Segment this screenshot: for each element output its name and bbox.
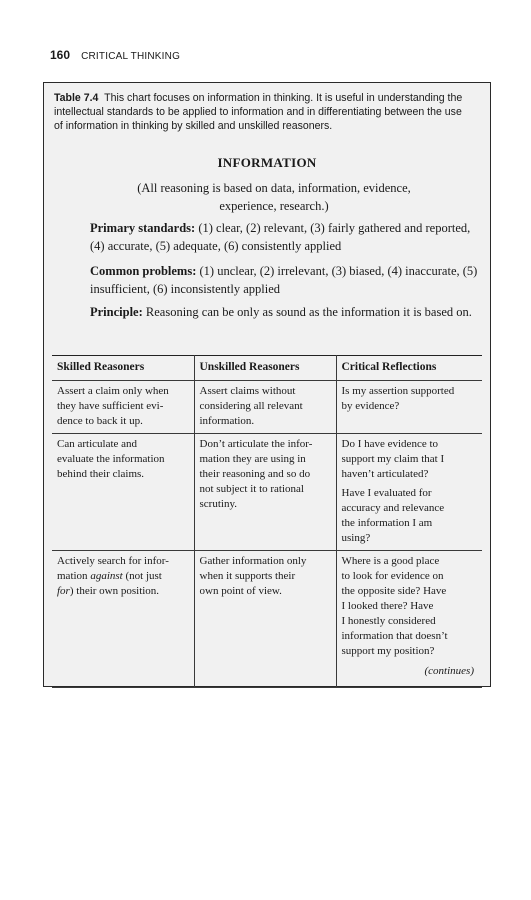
chapter-title: CRITICAL THINKING: [81, 51, 181, 62]
info-intro: (All reasoning is based on data, information, evidence, experience, research.): [137, 181, 411, 213]
table-box: [43, 82, 491, 687]
primary-standards-label: Primary standards:: [90, 221, 196, 235]
table-row: [52, 381, 482, 434]
table-caption: [54, 91, 465, 133]
table-label: Table 7.4: [54, 92, 99, 104]
caption-text: This chart focuses on information in thinking. It is useful in understanding the intellectual standards to be applied to information and in differentiating between the use of information in thinking by skilled and unskilled reasoners.: [54, 92, 463, 132]
principle: [90, 303, 484, 321]
cell-reflections: Where is a good place to look for evidence on the opposite side? Have I looked there? Have I honestly considered information that doesn’t support my position?: [336, 551, 482, 688]
page-number: 160: [50, 48, 71, 62]
cell-reflections: Is my assertion supported by evidence?: [336, 381, 482, 434]
cell-unskilled: Gather information only when it supports their own point of view.: [194, 551, 336, 688]
cell-unskilled: Don’t articulate the infor- mation they are using in their reasoning and so do not subject it to rational scrutiny.: [194, 434, 336, 551]
table-row: [52, 434, 482, 551]
common-problems-label: Common problems:: [90, 264, 197, 278]
table-row: [52, 551, 482, 688]
header-skilled: Skilled Reasoners: [52, 356, 194, 381]
common-problems-text: (1) unclear, (2) irrelevant, (3) biased, (4) inaccurate, (5) insufficient, (6) inconsistently applied: [90, 264, 478, 296]
primary-standards: [90, 219, 484, 255]
cell-skilled: Can articulate and evaluate the information behind their claims.: [52, 434, 194, 551]
cell-unskilled: Assert claims without considering all relevant information.: [194, 381, 336, 434]
table-header-row: [52, 356, 482, 381]
info-heading: INFORMATION: [217, 155, 317, 170]
primary-standards-text: (1) clear, (2) relevant, (3) fairly gathered and reported, (4) accurate, (5) adequate, (6) consistently applied: [90, 221, 471, 253]
running-head: [50, 48, 180, 62]
principle-text: Reasoning can be only as sound as the information it is based on.: [145, 305, 472, 319]
cell-reflections: Do I have evidence to support my claim that I haven’t articulated? Have I evaluated for accuracy and relevance the information I am using?: [336, 434, 482, 551]
header-unskilled: Unskilled Reasoners: [194, 356, 336, 381]
continues-note: (continues): [424, 665, 474, 677]
cell-skilled: Assert a claim only when they have sufficient evi- dence to back it up.: [52, 381, 194, 434]
header-reflections: Critical Reflections: [336, 356, 482, 381]
principle-label: Principle:: [90, 305, 143, 319]
reasoners-table: [52, 355, 482, 688]
cell-skilled: Actively search for infor- mation against (not just for) their own position.: [52, 551, 194, 688]
common-problems: [90, 262, 484, 298]
